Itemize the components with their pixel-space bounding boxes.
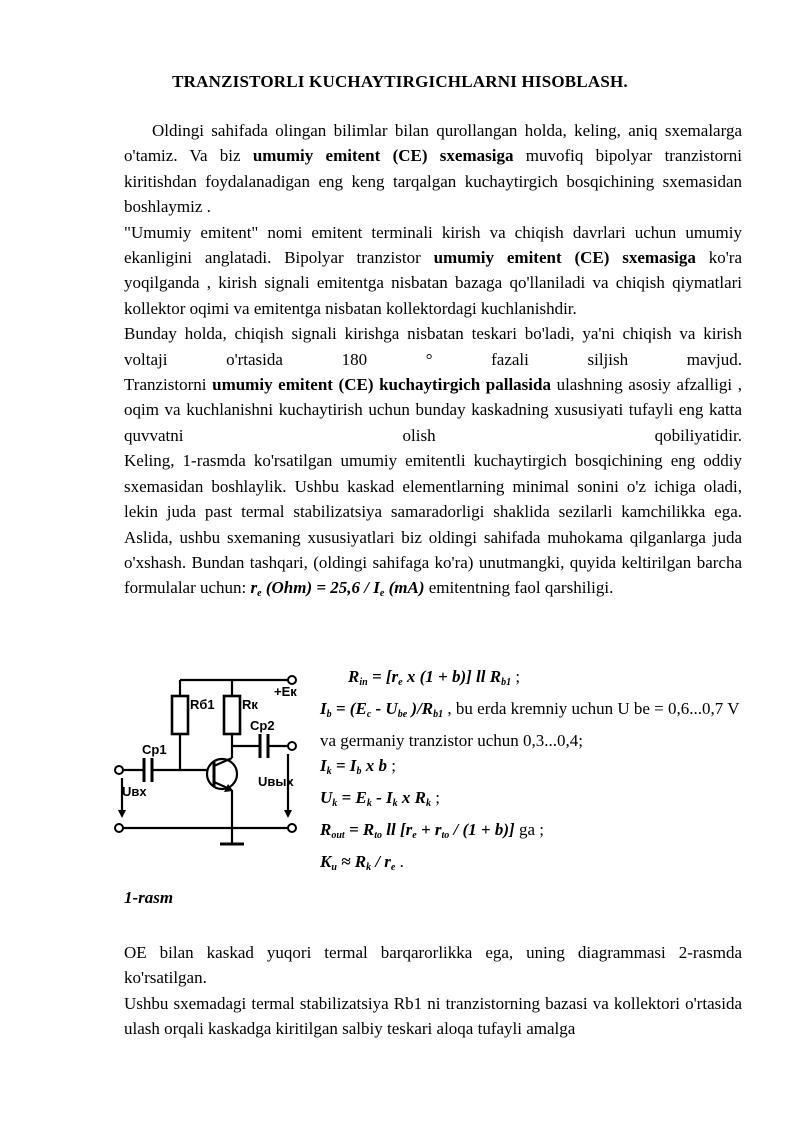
f4-c: - I xyxy=(371,788,393,808)
f2-b-sub: c xyxy=(366,708,372,720)
f5-a: R xyxy=(320,819,332,839)
p1-text-c: muvofiq bipolyar tranzistorni kiritishdan foydalanadigan eng keng tarqalgan kuchaytirgich bosqichining sxemasidan boshlaymiz . xyxy=(124,146,742,217)
f4-d: x R xyxy=(397,788,426,808)
figure-caption: 1-rasm xyxy=(124,888,174,907)
uvx-label: Uвх xyxy=(122,784,147,799)
f2-d: )/R xyxy=(407,698,434,718)
f2-a: I xyxy=(320,698,327,718)
f2-b: = (E xyxy=(331,698,367,718)
formula-list xyxy=(320,664,750,881)
rk-resistor xyxy=(224,696,240,734)
p5-text: Keling, 1-rasmda ko'rsatilgan umumiy emitentli kuchaytirgich bosqichining eng oddiy sxemasidan boshlaylik. Ushbu kaskad elementlarning minimal sonini o'z ichiga oladi, lekin juda past termal stabilizatsiya samaradorligi shaklida sezilarli kamchilikka ega. xyxy=(124,451,742,522)
output-ground-terminal xyxy=(288,824,296,832)
paragraph-1 xyxy=(124,118,742,220)
paragraph-3 xyxy=(124,321,742,372)
f4-a: U xyxy=(320,788,333,808)
f6-a-sub: u xyxy=(331,861,337,873)
formula-uk xyxy=(320,785,750,817)
re-formula xyxy=(250,578,425,600)
f5-e: / (1 + b)] xyxy=(449,819,515,839)
f5-c: ll [r xyxy=(382,819,413,839)
paragraph-5 xyxy=(124,448,742,524)
f6-c: / r xyxy=(371,851,391,871)
body-text xyxy=(124,118,742,607)
f4-a-sub: k xyxy=(332,798,338,810)
f3-b-sub: b xyxy=(356,766,362,778)
p4-text-c: ulashning asosiy afzalligi , oqim va kuchlanishni kuchaytirish uchun bunday kaskadning xususiyati tufayli eng katta quvvatni olish qobiliyatidir. xyxy=(124,375,742,445)
rb1-label: Rб1 xyxy=(190,697,215,712)
f5-d-sub: to xyxy=(441,829,450,841)
f1-b-sub: e xyxy=(398,677,403,688)
paragraph-6 xyxy=(124,525,742,607)
formula-ib xyxy=(320,696,750,754)
f3-a: I xyxy=(320,756,327,776)
f3-b: = I xyxy=(331,756,357,776)
f5-a-sub: out xyxy=(331,829,345,841)
p4-bold: umumiy emitent (CE) kuchaytirgich pallasida xyxy=(212,375,551,395)
p6-text-e: emitentning faol qarshiligi. xyxy=(424,578,614,598)
f1-a-sub: in xyxy=(359,677,368,688)
f2-a-sub: b xyxy=(326,708,332,720)
cp1-label: Cp1 xyxy=(142,742,167,757)
f1-b: = [r xyxy=(367,667,399,686)
f1-c: x (1 + b)] ll R xyxy=(402,667,502,686)
f3-c: x b xyxy=(361,756,387,776)
ie-sub: e xyxy=(379,588,385,600)
formula-ik xyxy=(320,753,750,785)
f4-d-sub: k xyxy=(425,798,431,810)
f1-a: R xyxy=(348,667,360,686)
re-symbol: r xyxy=(250,578,258,598)
f2-c: - U xyxy=(371,698,398,718)
re-sub: e xyxy=(257,588,262,600)
paragraph-2 xyxy=(124,220,742,322)
f2-d-sub: b1 xyxy=(433,708,444,720)
f5-c-sub: e xyxy=(412,829,417,841)
f6-a: K xyxy=(320,851,332,871)
ek-label: +Eк xyxy=(274,684,297,699)
f2-c-sub: be xyxy=(397,708,408,720)
document-title: TRANZISTORLI KUCHAYTIRGICHLARNI HISOBLASH. xyxy=(172,72,628,91)
f1-c-sub: b1 xyxy=(501,677,512,688)
f4-tail: ; xyxy=(430,788,440,808)
p1-bold: umumiy emitent (CE) sxemasiga xyxy=(252,146,514,166)
ek-terminal xyxy=(288,676,296,684)
f1-tail: ; xyxy=(511,667,521,686)
f6-tail: . xyxy=(395,851,404,871)
f4-b-sub: k xyxy=(366,798,372,810)
p2-bold: umumiy emitent (CE) sxemasiga xyxy=(433,248,696,268)
formula-ku xyxy=(320,849,750,881)
p1-text-a: Oldingi sahifada olingan bilimlar bilan qurollangan holda, keling, aniq sxemalarga o'tamiz. Va biz xyxy=(124,121,742,166)
p2-text-a: "Umumiy emitent" nomi emitent terminali kirish va chiqish davrlari uchun umumiy ekanligini anglatadi. Bipolyar tranzistor xyxy=(124,222,742,268)
input-ground-terminal xyxy=(115,824,123,832)
f3-a-sub: k xyxy=(326,766,332,778)
rk-label: Rк xyxy=(242,697,258,712)
formula-rin xyxy=(320,664,750,696)
paragraph-7: OE bilan kaskad yuqori termal barqarorlikka ega, uning diagrammasi 2-rasmda ko'rsatilgan. xyxy=(124,943,742,988)
f5-d: + r xyxy=(416,819,442,839)
paragraph-4 xyxy=(124,372,742,448)
output-terminal xyxy=(288,742,296,750)
f4-c-sub: k xyxy=(392,798,398,810)
f6-b: ≈ R xyxy=(336,851,367,871)
re-expr: (Ohm) = 25,6 / I xyxy=(261,578,380,598)
rb1-resistor xyxy=(172,696,188,734)
re-unit: (mA) xyxy=(384,578,425,598)
f5-b-sub: to xyxy=(374,829,382,841)
f4-b: = E xyxy=(337,788,367,808)
f6-b-sub: k xyxy=(366,861,372,873)
formula-rout xyxy=(320,817,750,849)
uvyx-arrowhead xyxy=(284,810,292,818)
input-terminal xyxy=(115,766,123,774)
f5-b: = R xyxy=(344,819,375,839)
f5-tail: ga ; xyxy=(514,819,544,839)
cp2-label: Cp2 xyxy=(250,718,275,733)
uvx-arrowhead xyxy=(118,810,126,818)
paragraph-8: Ushbu sxemadagi termal stabilizatsiya Rb1 ni tranzistorning bazasi va kollektori o'rtasida ulash orqali kaskadga kiritilgan salbiy teskari aloqa tufayli amalga xyxy=(124,993,742,1039)
p2-text-c: ko'ra yoqilganda , kirish signali emitentga nisbatan bazaga qo'llaniladi va chiqish qiymatlari kollektor oqimi va emitentga nisbatan kollektordagi kuchlanishdir. xyxy=(124,248,742,318)
p4-text-a: Tranzistorni xyxy=(124,375,213,395)
f3-tail: ; xyxy=(386,756,396,776)
p6-text-a: Aslida, ushbu sxemaning xususiyatlari biz oldingi sahifada muhokama qilganlarga juda o'xshash. Bundan tashqari, (oldingi sahifaga ko'ra) unutmangki, quyida keltirilgan barcha formulalar uchun: xyxy=(124,527,742,598)
uvyx-label: Uвых xyxy=(258,774,294,789)
common-emitter-circuit-diagram xyxy=(112,662,312,854)
body-text-continued xyxy=(124,940,742,1042)
f6-c-sub: e xyxy=(390,861,396,873)
p3-text: Bunday holda, chiqish signali kirishga nisbatan teskari bo'ladi, ya'ni chiqish va kirish voltaji o'rtasida 180 ° fazali siljish mavjud. xyxy=(124,324,742,369)
f2-tail: , bu erda kremniy uchun U be = 0,6...0,7 V va germaniy tranzistor uchun 0,3...0,4; xyxy=(320,698,740,750)
